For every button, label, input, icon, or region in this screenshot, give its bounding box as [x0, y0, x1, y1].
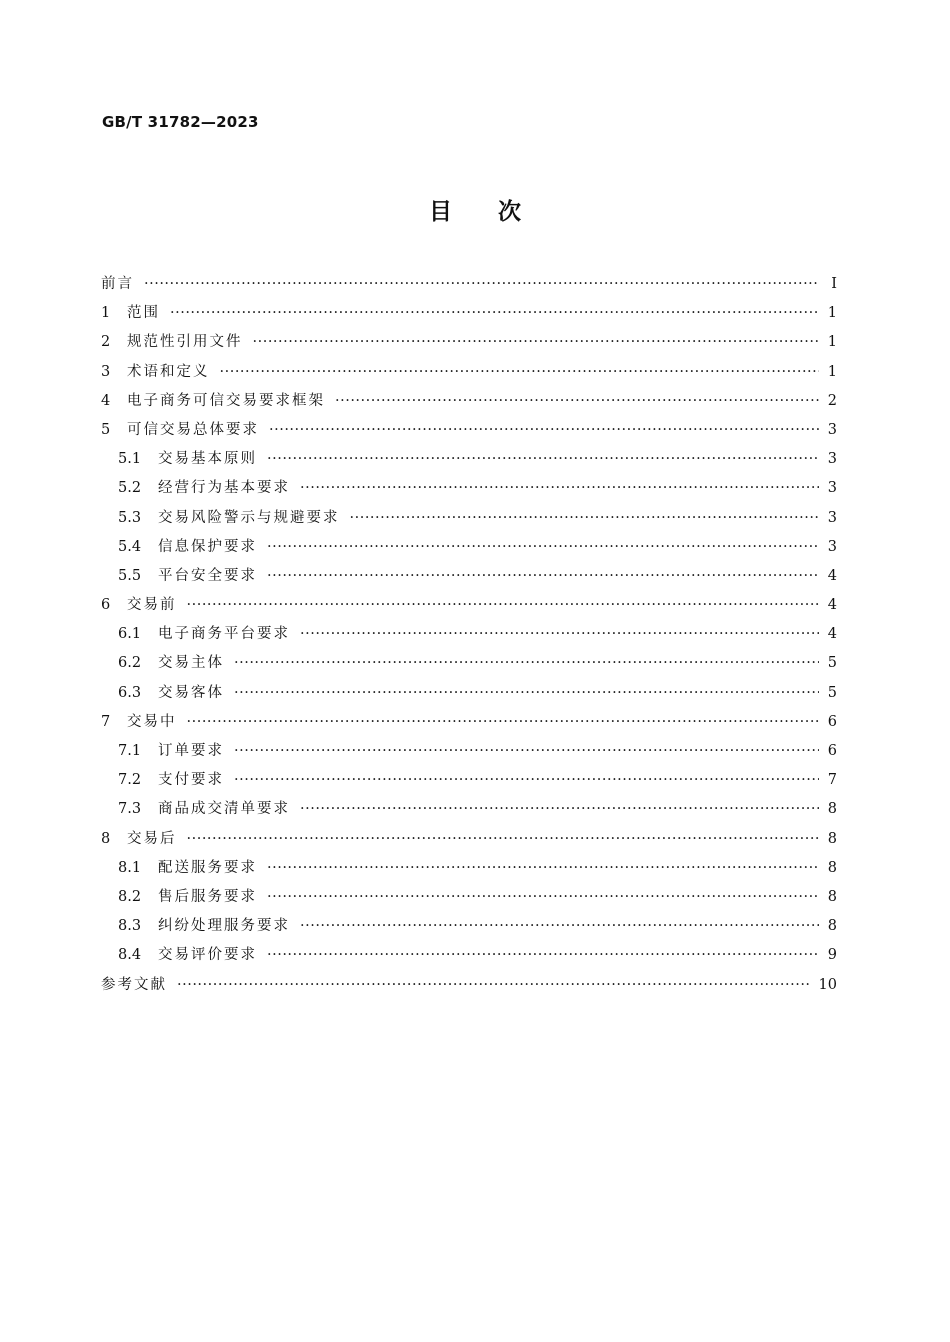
toc-leader-dots [267, 941, 819, 970]
toc-entry[interactable] [101, 358, 837, 387]
toc-entry[interactable] [101, 299, 837, 328]
toc-entry-page: 1 [827, 334, 837, 351]
toc-entry-label: 交易后 [127, 830, 177, 847]
toc-entry-label: 交易评价要求 [158, 947, 257, 964]
toc-leader-dots [350, 504, 820, 533]
toc-entry-number: 8.4 [118, 947, 142, 964]
toc-entry-number: 5.1 [118, 451, 142, 468]
toc-entry-label: 范围 [127, 305, 160, 322]
toc-entry-label: 交易客体 [158, 684, 224, 701]
toc-entry-label: 术语和定义 [127, 363, 210, 380]
toc-leader-dots [187, 825, 820, 854]
toc-entry-label: 平台安全要求 [158, 567, 257, 584]
toc-entry-page: 9 [827, 947, 837, 964]
toc-entry[interactable] [101, 737, 837, 766]
toc-entry[interactable] [101, 474, 837, 503]
toc-entry[interactable] [101, 620, 837, 649]
toc-entry-page: 8 [827, 888, 837, 905]
toc-entry-page: 1 [827, 305, 837, 322]
toc-entry[interactable] [101, 766, 837, 795]
toc-entry[interactable] [101, 708, 837, 737]
toc-entry-number: 5 [101, 421, 111, 438]
toc-entry-page: 2 [827, 392, 837, 409]
toc-leader-dots [267, 533, 819, 562]
toc-entry[interactable] [101, 533, 837, 562]
toc-leader-dots [269, 416, 819, 445]
toc-entry-number: 5.5 [118, 567, 142, 584]
toc-entry-number: 6.1 [118, 626, 142, 643]
toc-leader-dots [300, 474, 819, 503]
toc-entry[interactable] [101, 504, 837, 533]
toc-entry-label: 可信交易总体要求 [127, 421, 259, 438]
toc-entry-label: 交易中 [127, 713, 177, 730]
toc-entry-number: 1 [101, 305, 111, 322]
toc-entry-page: 4 [827, 626, 837, 643]
toc-entry-page: 8 [827, 918, 837, 935]
toc-entry[interactable] [101, 328, 837, 357]
toc-entry[interactable] [101, 591, 837, 620]
toc-entry[interactable] [101, 387, 837, 416]
toc-entry-label: 参考文献 [101, 976, 167, 993]
toc-entry-label: 电子商务可信交易要求框架 [127, 392, 325, 409]
toc-leader-dots [187, 591, 820, 620]
toc-entry[interactable] [101, 416, 837, 445]
toc-entry-page: 10 [818, 976, 837, 993]
toc-entry-number: 8.3 [118, 918, 142, 935]
toc-leader-dots [253, 328, 820, 357]
toc-leader-dots [300, 912, 819, 941]
toc-leader-dots [300, 620, 819, 649]
toc-entry-number: 7.1 [118, 743, 142, 759]
toc-entry-number: 7 [101, 713, 111, 730]
toc-entry-label: 支付要求 [158, 772, 224, 789]
toc-entry-label: 订单要求 [158, 743, 224, 759]
toc-entry-page: 4 [827, 567, 837, 584]
toc-entry-page: 3 [827, 480, 837, 497]
toc-leader-dots [177, 971, 811, 1000]
toc-entry[interactable] [101, 562, 837, 591]
toc-entry-number: 8.1 [118, 859, 142, 876]
toc-entry-number: 4 [101, 392, 111, 409]
toc-entry-page: Ⅰ [831, 276, 837, 292]
toc-entry-label: 交易主体 [158, 655, 224, 672]
toc-entry-page: 6 [827, 743, 837, 759]
toc-entry-number: 6.2 [118, 655, 142, 672]
toc-entry[interactable] [101, 825, 837, 854]
toc-entry-number: 5.2 [118, 480, 142, 497]
toc-entry-number: 5.3 [118, 509, 142, 526]
toc-entry-page: 8 [827, 830, 837, 847]
toc-leader-dots [267, 883, 819, 912]
page-title: 目次 [429, 199, 567, 225]
toc-entry-label: 经营行为基本要求 [158, 480, 290, 497]
toc-entry-label: 纠纷处理服务要求 [158, 918, 290, 935]
toc-leader-dots [220, 358, 820, 387]
toc-entry-page: 5 [827, 684, 837, 701]
toc-entry-label: 规范性引用文件 [127, 334, 243, 351]
toc-entry-number: 6 [101, 597, 111, 614]
toc-entry-number: 7.3 [118, 801, 142, 818]
toc-entry-number: 8.2 [118, 888, 142, 905]
toc-leader-dots [335, 387, 819, 416]
toc-entry-number: 6.3 [118, 684, 142, 701]
toc-entry-number: 5.4 [118, 538, 142, 555]
toc-entry[interactable] [101, 854, 837, 883]
toc-leader-dots [144, 270, 819, 299]
toc-leader-dots [267, 445, 819, 474]
standard-code: GB/T 31782—2023 [102, 113, 259, 131]
toc-entry-page: 4 [827, 597, 837, 614]
toc-entry-label: 前言 [101, 276, 134, 292]
toc-leader-dots [234, 679, 819, 708]
toc-entry[interactable] [101, 445, 837, 474]
toc-entry-page: 1 [827, 363, 837, 380]
toc-entry[interactable] [101, 941, 837, 970]
toc-entry-number: 8 [101, 830, 111, 847]
toc-entry-label: 电子商务平台要求 [158, 626, 290, 643]
toc-entry-page: 8 [827, 859, 837, 876]
toc-leader-dots [267, 562, 819, 591]
table-of-contents [101, 270, 837, 1000]
toc-leader-dots [267, 854, 819, 883]
toc-entry[interactable] [101, 912, 837, 941]
toc-entry-label: 交易基本原则 [158, 451, 257, 468]
toc-leader-dots [234, 766, 819, 795]
toc-leader-dots [234, 737, 819, 766]
toc-entry-number: 3 [101, 363, 111, 380]
toc-entry-page: 3 [827, 421, 837, 438]
toc-entry-label: 商品成交清单要求 [158, 801, 290, 818]
toc-leader-dots [300, 795, 819, 824]
toc-leader-dots [187, 708, 820, 737]
toc-entry[interactable] [101, 883, 837, 912]
toc-entry-label: 售后服务要求 [158, 888, 257, 905]
toc-entry-label: 配送服务要求 [158, 859, 257, 876]
toc-entry[interactable] [101, 971, 837, 1000]
toc-entry-number: 7.2 [118, 772, 142, 789]
toc-entry-page: 8 [827, 801, 837, 818]
toc-entry-label: 交易前 [127, 597, 177, 614]
toc-entry-page: 7 [827, 772, 837, 789]
toc-entry-page: 5 [827, 655, 837, 672]
toc-entry-label: 信息保护要求 [158, 538, 257, 555]
toc-entry[interactable] [101, 795, 837, 824]
toc-entry[interactable] [101, 649, 837, 678]
toc-entry-page: 3 [827, 538, 837, 555]
toc-entry[interactable] [101, 679, 837, 708]
toc-entry-page: 3 [827, 509, 837, 526]
toc-entry-number: 2 [101, 334, 111, 351]
toc-entry-page: 3 [827, 451, 837, 468]
toc-leader-dots [234, 649, 819, 678]
toc-entry-page: 6 [827, 713, 837, 730]
toc-entry[interactable] [101, 270, 837, 299]
toc-entry-label: 交易风险警示与规避要求 [158, 509, 340, 526]
toc-leader-dots [170, 299, 819, 328]
